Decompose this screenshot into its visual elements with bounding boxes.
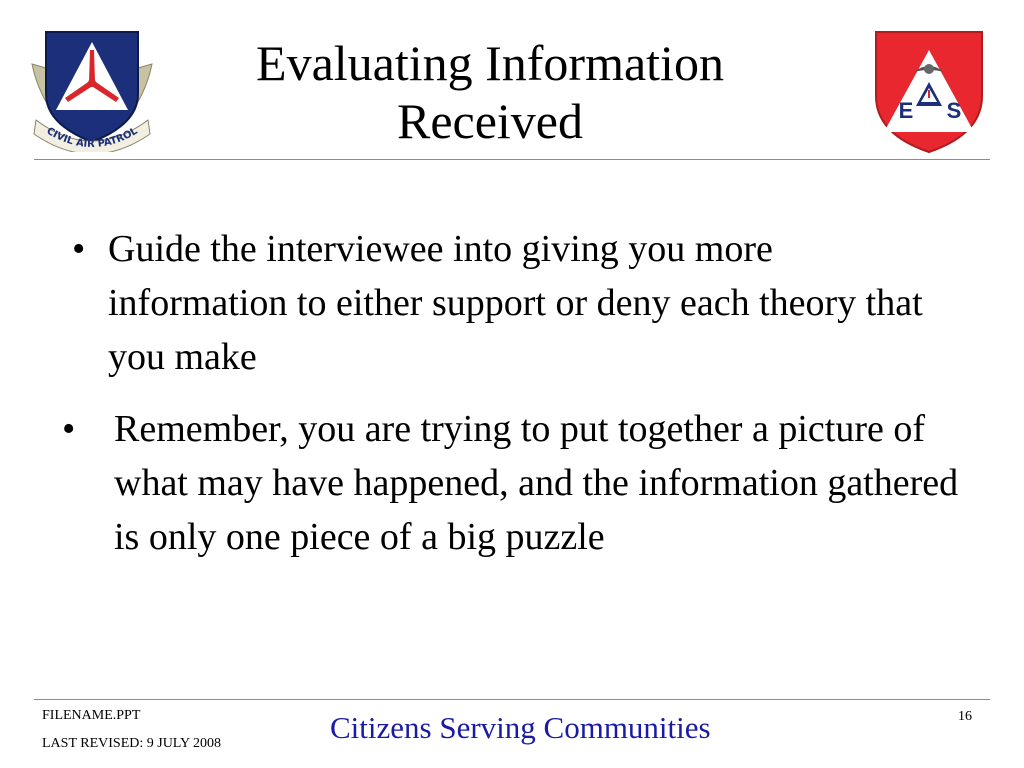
footer-tagline: Citizens Serving Communities: [330, 710, 711, 745]
footer-meta: [42, 708, 221, 764]
slide-title-line-2: Received: [396, 93, 583, 149]
cap-banner-text: CIVIL AIR PATROL: [44, 125, 140, 151]
emergency-services-badge-icon: [876, 32, 982, 152]
slide-title: [170, 34, 810, 150]
emergency-services-logo: [866, 22, 992, 156]
footer-revised: LAST REVISED: 9 JULY 2008: [42, 736, 222, 751]
es-letter-s: S: [946, 98, 962, 123]
slide-title-line-1: Evaluating Information: [256, 35, 724, 91]
header-divider: [34, 159, 990, 160]
page-number: 16: [958, 709, 972, 724]
civil-air-patrol-emblem-icon: [32, 32, 152, 142]
bullet-text: Remember, you are trying to put together a picture of what may have happened, and the information gathered is only one piece of a big puzzle: [114, 408, 959, 558]
bullet-dot: •: [72, 228, 86, 270]
civil-air-patrol-logo: [28, 24, 156, 152]
footer-divider: [34, 699, 990, 700]
bullet-text: Guide the interviewee into giving you more information to either support or deny each theory that you make: [108, 228, 923, 378]
es-letter-e: E: [898, 98, 914, 123]
bullet-dot: •: [62, 408, 76, 450]
footer-filename: FILENAME.PPT: [42, 708, 141, 723]
